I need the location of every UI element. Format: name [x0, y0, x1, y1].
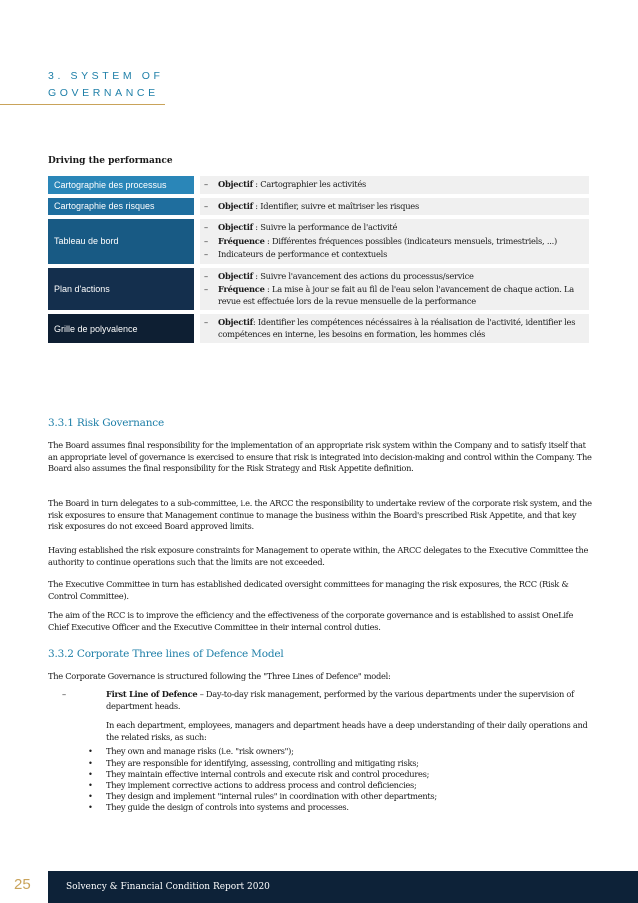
list-item	[88, 769, 593, 780]
bullet-value: : Cartographier les activités	[252, 179, 367, 189]
bullet-text	[218, 222, 397, 234]
bullet-text	[218, 271, 474, 283]
table-row	[48, 198, 589, 216]
first-line-item	[48, 689, 593, 712]
row-bullet	[204, 317, 583, 340]
row-bullet	[204, 271, 583, 283]
bullet-text	[218, 201, 419, 213]
bullet-dot-icon: •	[88, 802, 93, 813]
list-item	[88, 802, 593, 813]
list-item-text: They implement corrective actions to address process and control deficiencies;	[106, 779, 417, 790]
bullet-key: Objectif	[218, 317, 253, 327]
bullet-value: : Différentes fréquences possibles (indicateurs mensuels, trimestriels, ...)	[264, 235, 557, 246]
row-label: Grille de polyvalence	[48, 314, 194, 343]
first-line-bullet-list	[88, 746, 593, 813]
bullet-key: Objectif	[218, 200, 253, 211]
risk-governance-paragraph-4: The Executive Committee in turn has established dedicated oversight committees for managing the risk exposures, the RCC (Risk & Control Committee).	[48, 579, 569, 601]
row-content	[200, 176, 589, 194]
list-item-text: They are responsible for identifying, assessing, controlling and mitigating risks;	[106, 757, 419, 768]
dash-marker: –	[204, 284, 208, 294]
risk-governance-paragraph-5: The aim of the RCC is to improve the efficiency and the effectiveness of the corporate governance and is established to assist OneLife Chief Executive Officer and the Executive Committee in their internal control duties.	[48, 610, 574, 632]
row-bullet	[204, 236, 583, 248]
row-content	[200, 314, 589, 343]
bullet-dot-icon: •	[88, 746, 93, 757]
bullet-text	[218, 236, 557, 248]
first-line-detail: In each department, employees, managers and department heads have a deep understanding of their daily operations and the related risks, as such:	[106, 720, 588, 742]
bullet-text	[218, 284, 583, 307]
first-line-description: – Day-to-day risk management, performed by the various departments under the supervision of department heads.	[106, 689, 574, 711]
row-bullet	[204, 179, 583, 191]
row-content	[200, 268, 589, 311]
bullet-text	[218, 179, 366, 191]
table-row	[48, 268, 589, 311]
row-bullet	[204, 222, 583, 234]
dash-marker: –	[204, 317, 208, 327]
bullet-value: : Suivre la performance de l'activité	[252, 222, 398, 232]
first-line-text	[106, 689, 593, 712]
list-item-text: They own and manage risks (i.e. "risk owners");	[106, 746, 294, 757]
row-label: Plan d'actions	[48, 268, 194, 311]
dash-marker: –	[204, 222, 208, 232]
dash-marker: –	[204, 200, 208, 211]
bullet-value: Indicateurs de performance et contextuels	[218, 249, 388, 259]
risk-governance-paragraph-2: The Board in turn delegates to a sub-committee, i.e. the ARCC the responsibility to undertake review of the corporate risk system, and the risk exposures to ensure that Management continue to manage the business within the Board's prescribed Risk Appetite, and that key risk exposures do not exceed Board approved limits.	[48, 498, 592, 532]
risk-governance-paragraph-3: Having established the risk exposure constraints for Management to operate within, the ARCC delegates to the Executive Committee the authority to continue operations such that the limits are not exceeded.	[48, 545, 589, 567]
section-title-line-1: 3. SYSTEM OF	[48, 70, 164, 82]
bullet-value: : Identifier, suivre et maîtriser les risques	[252, 200, 419, 211]
bullet-key: Fréquence	[218, 284, 265, 294]
title-divider	[0, 104, 165, 105]
bullet-text	[218, 249, 387, 261]
bullet-dot-icon: •	[88, 757, 93, 768]
table-row	[48, 219, 589, 264]
bullet-dot-icon: •	[88, 768, 93, 779]
dash-marker: –	[204, 235, 208, 246]
first-line-label: First Line of Defence	[106, 689, 198, 699]
section-title-line-2: GOVERNANCE	[48, 87, 159, 99]
list-item	[88, 791, 593, 802]
bullet-value: : Identifier les compétences nécéssaires à la réalisation de l'activité, identifier les compétences en interne, les besoins en formation, les hommes clés	[218, 317, 576, 339]
footer-bar	[48, 871, 638, 903]
list-item-text: They design and implement "internal rules" in coordination with other departments;	[106, 791, 437, 802]
dash-marker: –	[204, 249, 208, 259]
bullet-dot-icon: •	[88, 779, 93, 790]
bullet-key: Objectif	[218, 179, 253, 189]
dash-marker: –	[62, 689, 66, 699]
bullet-text	[218, 317, 583, 340]
bullet-dot-icon: •	[88, 791, 93, 802]
table-heading: Driving the performance	[48, 156, 173, 166]
bullet-value: : Suivre l'avancement des actions du processus/service	[252, 270, 474, 281]
row-bullet	[204, 201, 583, 213]
list-item	[88, 758, 593, 769]
row-bullet	[204, 249, 583, 261]
table-row	[48, 176, 589, 194]
dash-marker: –	[204, 179, 208, 189]
dash-marker: –	[204, 270, 208, 281]
performance-table	[48, 176, 589, 347]
lines-of-defence-intro: The Corporate Governance is structured following the "Three Lines of Defence" model:	[48, 671, 391, 681]
section-title	[48, 68, 164, 102]
list-item-text: They guide the design of controls into systems and processes.	[106, 802, 349, 813]
row-label: Cartographie des risques	[48, 198, 194, 216]
page-number: 25	[14, 876, 31, 893]
row-content	[200, 219, 589, 264]
row-content	[200, 198, 589, 216]
list-item	[88, 746, 593, 757]
first-line-block	[48, 689, 593, 814]
bullet-key: Objectif	[218, 270, 253, 281]
report-title: Solvency & Financial Condition Report 2020	[66, 882, 270, 892]
list-item-text: They maintain effective internal controls and execute risk and control procedures;	[106, 768, 430, 779]
bullet-key: Fréquence	[218, 235, 265, 246]
bullet-key: Objectif	[218, 222, 253, 232]
row-label: Cartographie des processus	[48, 176, 194, 194]
row-bullet	[204, 284, 583, 307]
risk-governance-paragraph-1: The Board assumes final responsibility for the implementation of an appropriate risk system within the Company and to satisfy itself that an appropriate level of governance is exercised to ensure that risk is integrated into decision-making and control within the Company. The Board also assumes the final responsibility for the Risk Strategy and Risk Appetite definition.	[48, 440, 592, 474]
bullet-value: : La mise à jour se fait au fil de l'eau selon l'avancement de chaque action. La revue est effectuée lors de la revue mensuelle de la performance	[218, 284, 574, 306]
lines-of-defence-heading: 3.3.2 Corporate Three lines of Defence Model	[48, 648, 284, 660]
list-item	[88, 780, 593, 791]
row-label: Tableau de bord	[48, 219, 194, 264]
table-row	[48, 314, 589, 343]
risk-governance-heading: 3.3.1 Risk Governance	[48, 417, 164, 429]
